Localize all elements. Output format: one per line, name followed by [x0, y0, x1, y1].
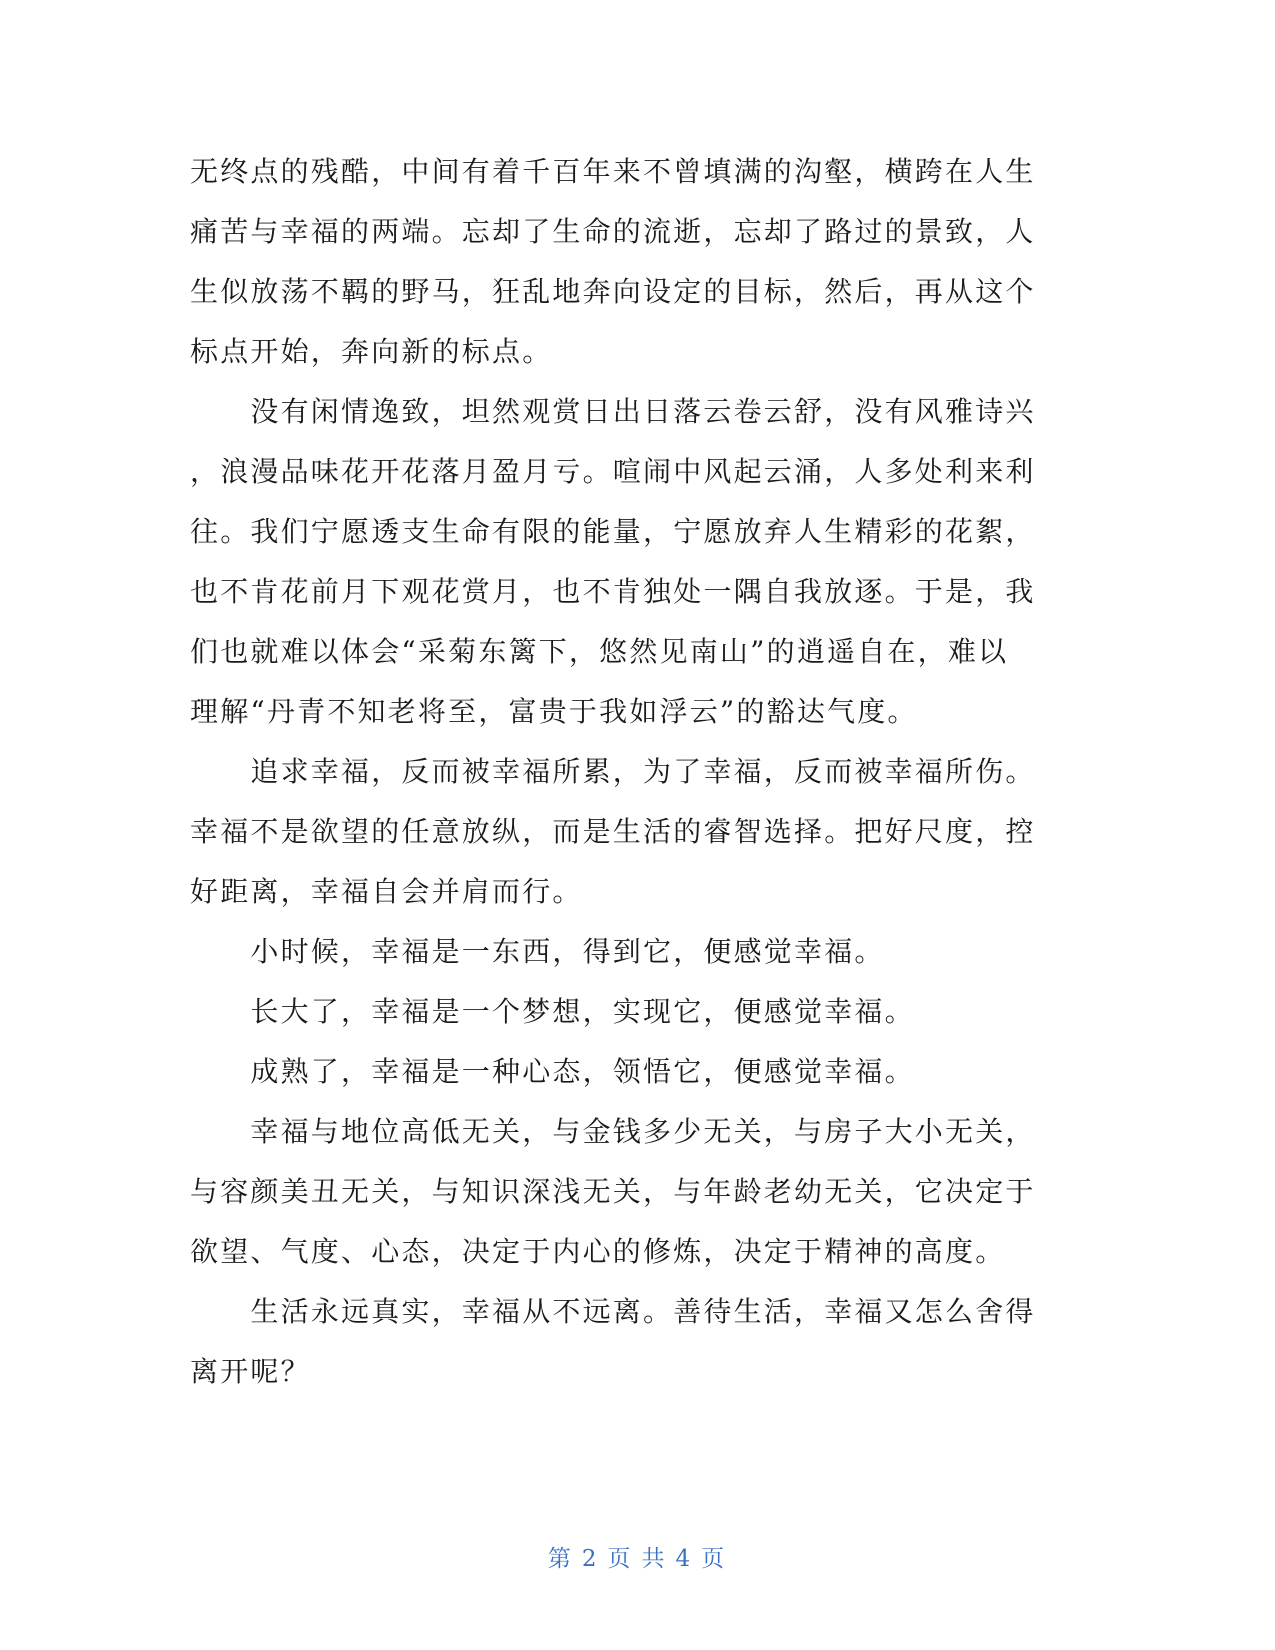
text-line: 标点开始，奔向新的标点。 — [190, 335, 553, 368]
text-line: 幸福不是欲望的任意放纵，而是生活的睿智选择。把好尺度，控 — [190, 815, 1036, 848]
footer-current-page: 2 — [581, 1546, 600, 1572]
text-line: 往。我们宁愿透支生命有限的能量，宁愿放弃人生精彩的花絮， — [190, 515, 1036, 548]
text-line: 长大了，幸福是一个梦想，实现它，便感觉幸福。 — [190, 995, 915, 1028]
text-line: 理解“丹青不知老将至，富贵于我如浮云”的豁达气度。 — [190, 695, 918, 728]
footer-total-pages: 4 — [675, 1546, 694, 1572]
text-line: 幸福与地位高低无关，与金钱多少无关，与房子大小无关， — [190, 1115, 1036, 1148]
text-line: 追求幸福，反而被幸福所累，为了幸福，反而被幸福所伤。 — [190, 755, 1036, 788]
text-line: 欲望、气度、心态，决定于内心的修炼，决定于精神的高度。 — [190, 1235, 1006, 1268]
text-line: 们也就难以体会“采菊东篱下，悠然见南山”的逍遥自在，难以 — [190, 635, 1009, 668]
text-line: 也不肯花前月下观花赏月，也不肯独处一隅自我放逐。于是，我 — [190, 575, 1036, 608]
text-line: 离开呢？ — [190, 1355, 311, 1388]
text-line: ，浪漫品味花开花落月盈月亏。喧闹中风起云涌，人多处利来利 — [190, 455, 1036, 488]
footer-page-prefix: 第 — [547, 1546, 574, 1572]
text-line: 好距离，幸福自会并肩而行。 — [190, 875, 583, 908]
footer-total-prefix: 共 — [641, 1546, 668, 1572]
text-line: 与容颜美丑无关，与知识深浅无关，与年龄老幼无关，它决定于 — [190, 1175, 1036, 1208]
text-line: 小时候，幸福是一东西，得到它，便感觉幸福。 — [190, 935, 885, 968]
footer-page-word: 页 — [607, 1546, 634, 1572]
text-line: 无终点的残酷，中间有着千百年来不曾填满的沟壑，横跨在人生 — [190, 155, 1036, 188]
text-line: 痛苦与幸福的两端。忘却了生命的流逝，忘却了路过的景致，人 — [190, 215, 1036, 248]
text-line: 生活永远真实，幸福从不远离。善待生活，幸福又怎么舍得 — [190, 1295, 1036, 1328]
text-line: 成熟了，幸福是一种心态，领悟它，便感觉幸福。 — [190, 1055, 915, 1088]
text-line: 没有闲情逸致，坦然观赏日出日落云卷云舒，没有风雅诗兴 — [190, 395, 1036, 428]
page-footer — [0, 1540, 1275, 1573]
footer-total-suffix: 页 — [701, 1546, 728, 1572]
text-line: 生似放荡不羁的野马，狂乱地奔向设定的目标，然后，再从这个 — [190, 275, 1036, 308]
body-text — [190, 142, 1070, 1402]
